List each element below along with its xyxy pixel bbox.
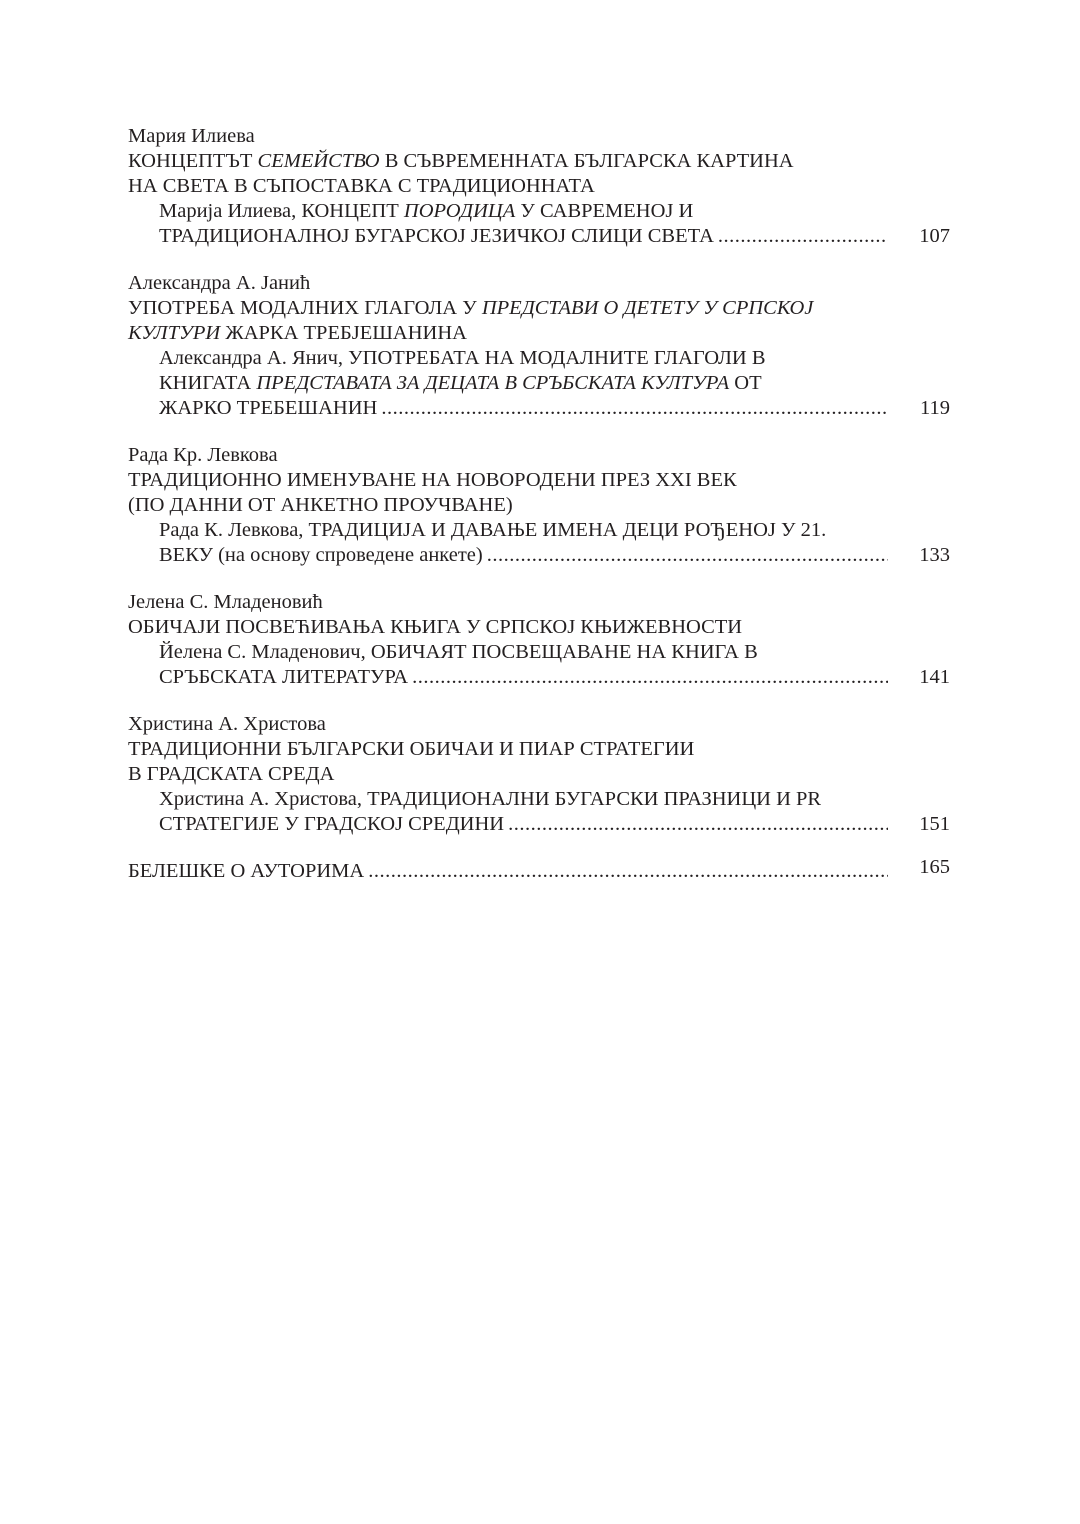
page-number: 107 <box>919 225 950 247</box>
entry-summary-last-line: СТРАТЕГИЈЕ У ГРАДСКОЈ СРЕДИНИ ..... 151 <box>128 812 950 837</box>
dot-leader <box>381 396 888 421</box>
entry-summary-line: Рада К. Левкова, ТРАДИЦИЈА И ДАВАЊЕ ИМЕНА ДЕЦИ РОЂЕНОЈ У 21. <box>159 519 827 541</box>
entry-author: Рада Кр. Левкова <box>128 444 278 466</box>
entry-summary-last-line: ЖАРКО ТРЕБЕШАНИН ..... 119 <box>128 396 950 421</box>
entry-title-line: ТРАДИЦИОННО ИМЕНУВАНЕ НА НОВОРОДЕНИ ПРЕЗ XXI ВЕК <box>128 469 737 491</box>
entry-author: Јелена С. Младеновић <box>128 591 323 613</box>
entry-summary-line: Марија Илиева, КОНЦЕПТ ПОРОДИЦА У САВРЕМЕНОЈ И <box>159 200 694 222</box>
toc-entry <box>128 443 950 568</box>
entry-title-line: ТРАДИЦИОННИ БЪЛГАРСКИ ОБИЧАИ И ПИАР СТРАТЕГИИ <box>128 738 695 760</box>
page-number: 133 <box>919 544 950 566</box>
entry-summary-line: Александра А. Янич, УПОТРЕБАТА НА МОДАЛНИТЕ ГЛАГОЛИ В <box>159 347 766 369</box>
dot-leader <box>508 812 888 837</box>
entry-summary-line: Христина А. Христова, ТРАДИЦИОНАЛНИ БУГАРСКИ ПРАЗНИЦИ И PR <box>159 788 822 810</box>
entry-title-line: НА СВЕТА В СЪПОСТАВКА С ТРАДИЦИОННАТА <box>128 175 595 197</box>
entry-title-line: КУЛТУРИ ЖАРКА ТРЕБЈЕШАНИНА <box>128 322 467 344</box>
entry-summary-line: КНИГАТА ПРЕДСТАВАТА ЗА ДЕЦАТА В СРЪБСКАТА КУЛТУРА ОТ <box>159 372 762 394</box>
toc-entry <box>128 124 950 249</box>
page-number: 119 <box>920 397 950 419</box>
entry-title-line: УПОТРЕБА МОДАЛНИХ ГЛАГОЛА У ПРЕДСТАВИ О ДЕТЕТУ У СРПСКОЈ <box>128 297 814 319</box>
toc-entry <box>128 271 950 421</box>
entry-summary-line: Йелена С. Младенович, ОБИЧАЯТ ПОСВЕЩАВАНЕ НА КНИГА В <box>159 641 758 663</box>
entry-author: Христина А. Христова <box>128 713 326 735</box>
dot-leader <box>412 665 888 690</box>
page-number: 165 <box>919 856 950 878</box>
entry-author: Александра А. Јанић <box>128 272 311 294</box>
entry-title-line: КОНЦЕПТЪТ СЕМЕЙСТВО В СЪВРЕМЕННАТА БЪЛГАРСКА КАРТИНА <box>128 150 794 172</box>
entry-author: Мария Илиева <box>128 125 255 147</box>
entry-title-line: (ПО ДАННИ ОТ АНКЕТНО ПРОУЧВАНЕ) <box>128 494 513 516</box>
table-of-contents <box>128 124 950 906</box>
dot-leader <box>487 543 888 568</box>
notes-line: БЕЛЕШКЕ О АУТОРИМА ..... 165 <box>128 859 950 884</box>
toc-entry-notes <box>128 856 950 884</box>
dot-leader <box>718 224 888 249</box>
page-number: 141 <box>919 666 950 688</box>
entry-summary-last-line: СРЪБСКАТА ЛИТЕРАТУРА ..... 141 <box>128 665 950 690</box>
toc-entry <box>128 712 950 837</box>
entry-summary-last-line: ВЕКУ (на основу спроведене анкете) ..... 133 <box>128 543 950 568</box>
entry-title-line: В ГРАДСКАТА СРЕДА <box>128 763 335 785</box>
entry-title-line: ОБИЧАЈИ ПОСВЕЋИВАЊА КЊИГА У СРПСКОЈ КЊИЖЕВНОСТИ <box>128 616 743 638</box>
dot-leader <box>368 859 888 884</box>
entry-summary-last-line: ТРАДИЦИОНАЛНОЈ БУГАРСКОЈ ЈЕЗИЧКОЈ СЛИЦИ СВЕТА ..... 107 <box>128 224 950 249</box>
page-number: 151 <box>919 813 950 835</box>
toc-entry <box>128 590 950 690</box>
